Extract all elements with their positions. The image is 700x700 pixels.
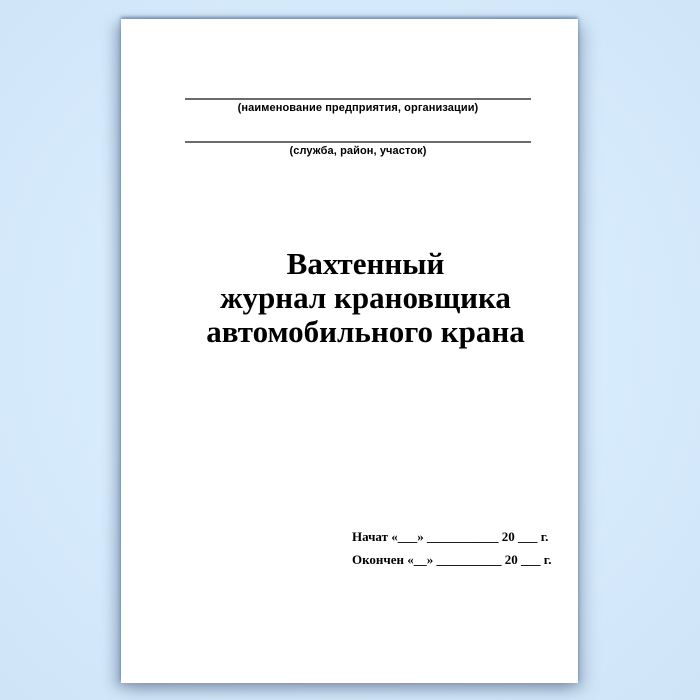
organization-name-label: (наименование предприятия, организации): [237, 102, 479, 114]
document-title-line-3: автомобильного крана: [206, 314, 525, 349]
date-started-line: Начат «___» ___________ 20 ___ г.: [352, 529, 549, 544]
document-title-line-2: журнал крановщика: [220, 280, 511, 315]
service-area-fill-line: [185, 141, 531, 143]
document-cover-page: [121, 19, 578, 683]
date-finished-line: Окончен «__» __________ 20 ___ г.: [352, 552, 552, 567]
organization-name-field: [185, 98, 531, 114]
journal-dates-block: [352, 525, 551, 571]
service-area-field: [185, 141, 531, 157]
document-title: [137, 247, 594, 349]
organization-name-fill-line: [185, 98, 531, 100]
service-area-label: (служба, район, участок): [289, 145, 427, 157]
document-title-line-1: Вахтенный: [286, 246, 445, 281]
